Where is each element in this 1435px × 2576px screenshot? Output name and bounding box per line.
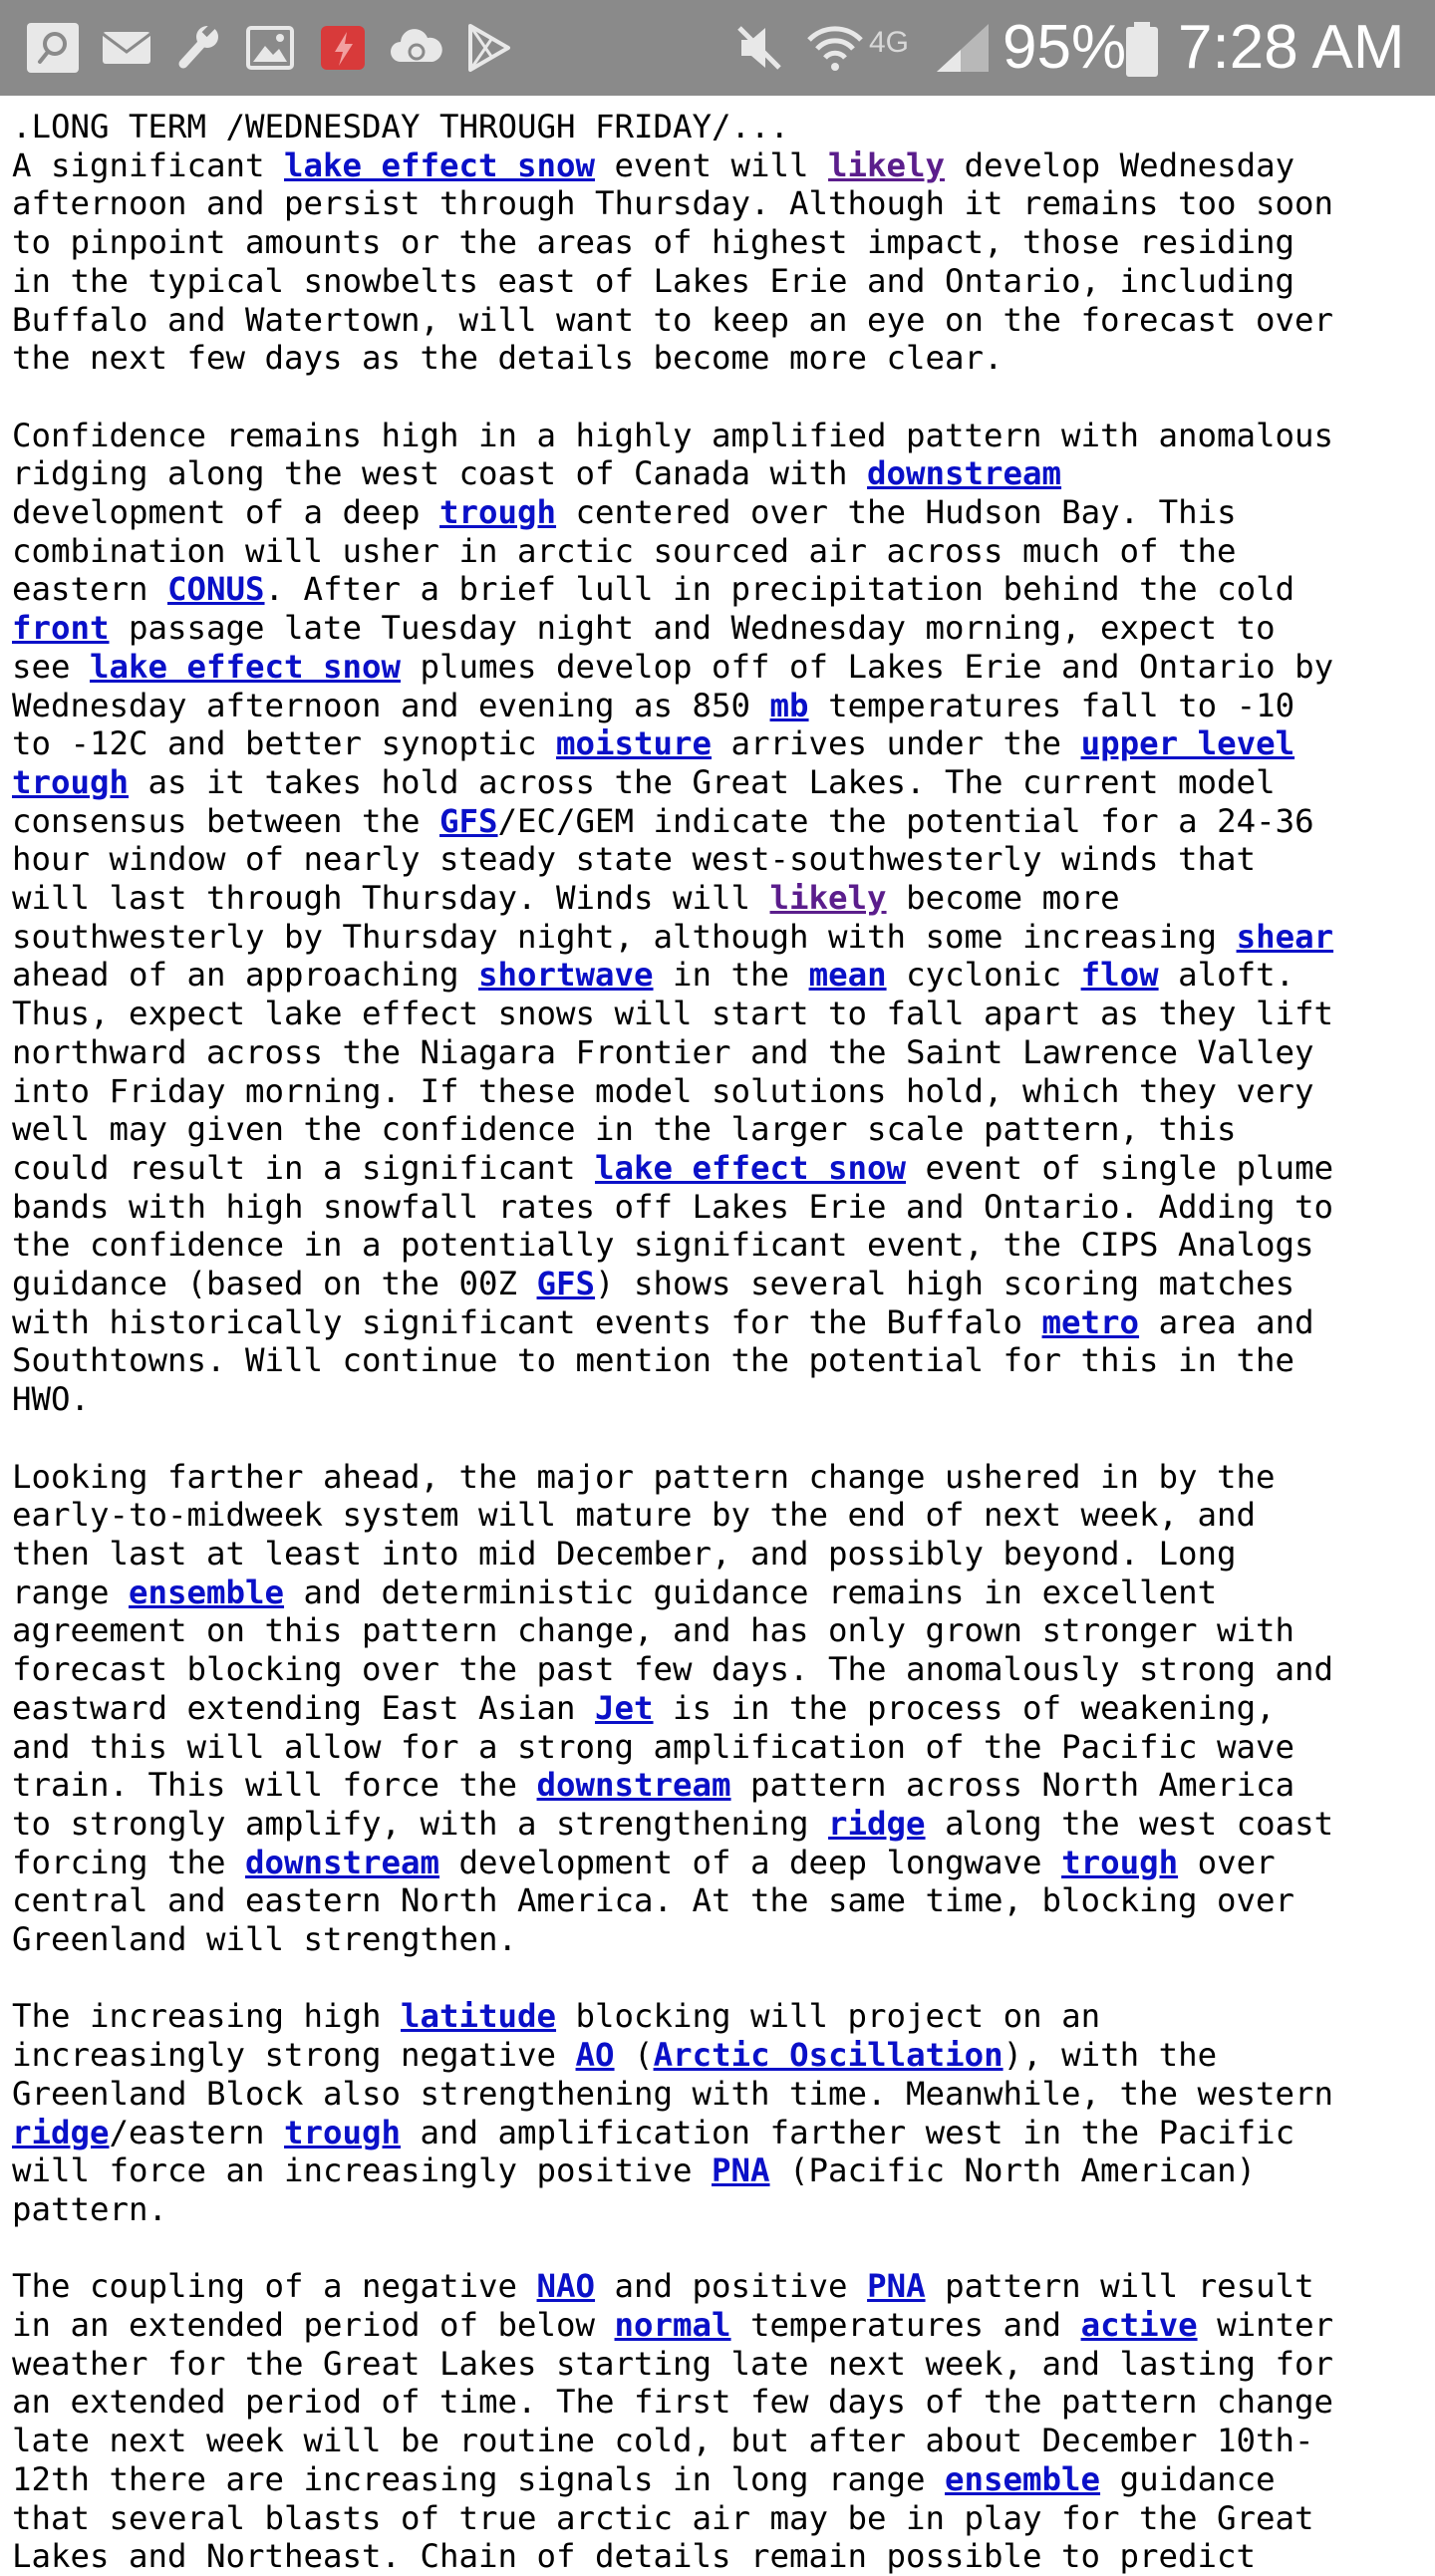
text-line bbox=[12, 840, 1427, 879]
section-heading: .LONG TERM /WEDNESDAY THROUGH FRIDAY/... bbox=[12, 108, 790, 145]
text-line bbox=[12, 532, 1427, 571]
text-span: ahead of an approaching bbox=[12, 956, 479, 995]
text-span: weather for the Great Lakes starting late next week, and lasting for bbox=[12, 2344, 1334, 2383]
text-line bbox=[12, 1920, 1427, 1959]
text-span: southwesterly by Thursday night, although with some increasing bbox=[12, 917, 1237, 956]
text-line bbox=[12, 493, 1427, 532]
battery-icon bbox=[1122, 22, 1162, 74]
glossary-link[interactable]: ridge bbox=[12, 2113, 110, 2151]
text-line bbox=[12, 609, 1427, 648]
text-span: pattern will result bbox=[925, 2267, 1314, 2306]
text-span: (Pacific North American) bbox=[769, 2151, 1257, 2190]
text-line bbox=[12, 1496, 1427, 1535]
text-span: to -12C and better synoptic bbox=[12, 724, 557, 763]
text-line bbox=[12, 262, 1427, 301]
text-span: see bbox=[12, 647, 91, 686]
glossary-link[interactable]: normal bbox=[614, 2306, 731, 2345]
text-span: /EC/GEM indicate the potential for a 24-36 bbox=[497, 801, 1314, 840]
text-span: and deterministic guidance remains in excellent bbox=[284, 1573, 1218, 1611]
glossary-link[interactable]: trough bbox=[284, 2113, 402, 2151]
text-line bbox=[12, 879, 1427, 918]
text-span: ), with the bbox=[1003, 2036, 1218, 2075]
text-span: to strongly amplify, with a strengthening bbox=[12, 1804, 829, 1843]
glossary-link[interactable]: mean bbox=[808, 956, 887, 995]
text-span: will last through Thursday. Winds will bbox=[12, 879, 770, 918]
text-span: forecast blocking over the past few days. The anomalously strong and bbox=[12, 1650, 1334, 1689]
glossary-link[interactable]: CONUS bbox=[167, 570, 265, 609]
text-line bbox=[12, 1574, 1427, 1612]
text-span: cyclonic bbox=[886, 956, 1081, 995]
text-span: range bbox=[12, 1573, 130, 1611]
text-line bbox=[12, 339, 1427, 378]
text-line bbox=[12, 1033, 1427, 1072]
glossary-link[interactable]: downstream bbox=[245, 1843, 440, 1881]
text-span: in the bbox=[653, 956, 809, 995]
text-span: temperatures fall to -10 bbox=[808, 686, 1295, 724]
text-line bbox=[12, 1766, 1427, 1805]
text-line bbox=[12, 223, 1427, 262]
signal-icon bbox=[933, 22, 993, 74]
text-span: then last at least into mid December, and possibly beyond. Long bbox=[12, 1534, 1237, 1573]
text-span: consensus between the bbox=[12, 801, 440, 840]
text-span: ( bbox=[614, 2036, 654, 2075]
glossary-link[interactable]: Jet bbox=[595, 1688, 654, 1727]
text-line bbox=[12, 2267, 1427, 2306]
text-line bbox=[12, 2036, 1427, 2075]
glossary-link[interactable]: trough bbox=[439, 493, 557, 532]
text-span: the next few days as the details become more clear. bbox=[12, 339, 1004, 378]
text-line bbox=[12, 1805, 1427, 1844]
glossary-link[interactable]: active bbox=[1080, 2306, 1198, 2345]
text-span: development of a deep bbox=[12, 493, 440, 532]
text-span: to pinpoint amounts or the areas of highest impact, those residing bbox=[12, 223, 1295, 262]
text-line bbox=[12, 2383, 1427, 2422]
glossary-link[interactable]: mb bbox=[769, 686, 809, 724]
glossary-link[interactable]: PNA bbox=[712, 2151, 770, 2190]
text-span: Greenland will strengthen. bbox=[12, 1920, 518, 1959]
glossary-link[interactable]: ensemble bbox=[945, 2459, 1101, 2498]
text-span: is in the process of weakening, bbox=[653, 1688, 1276, 1727]
text-span: early-to-midweek system will mature by the end of next week, and bbox=[12, 1496, 1257, 1535]
text-span: The increasing high bbox=[12, 1997, 402, 2036]
text-line bbox=[12, 2114, 1427, 2152]
text-span: passage late Tuesday night and Wednesday morning, expect to bbox=[109, 609, 1276, 648]
text-span: combination will usher in arctic sourced air across much of the bbox=[12, 531, 1237, 570]
status-bar bbox=[0, 0, 1435, 96]
text-line bbox=[12, 2151, 1427, 2190]
text-span: event of single plume bbox=[906, 1148, 1334, 1187]
wifi-icon bbox=[805, 22, 865, 74]
text-span: become more bbox=[886, 879, 1120, 918]
text-line bbox=[12, 1265, 1427, 1303]
text-span: centered over the Hudson Bay. This bbox=[556, 493, 1237, 532]
glossary-link[interactable]: likely bbox=[769, 879, 887, 918]
image-icon bbox=[243, 22, 297, 74]
text-line bbox=[12, 2537, 1427, 2576]
text-line bbox=[12, 2499, 1427, 2538]
text-line bbox=[12, 2075, 1427, 2114]
text-span: bands with high snowfall rates off Lakes Erie and Ontario. Adding to bbox=[12, 1187, 1334, 1226]
text-line bbox=[12, 648, 1427, 687]
text-span: develop Wednesday bbox=[945, 145, 1295, 184]
text-line bbox=[12, 1728, 1427, 1767]
text-span: well may given the confidence in the larger scale pattern, this bbox=[12, 1110, 1237, 1149]
mute-icon bbox=[733, 22, 787, 74]
text-span: central and eastern North America. At the same time, blocking over bbox=[12, 1881, 1295, 1920]
glossary-link[interactable]: moisture bbox=[556, 724, 713, 763]
text-line bbox=[12, 724, 1427, 763]
paragraph-gap bbox=[12, 1419, 1427, 1458]
glossary-link[interactable]: metro bbox=[1041, 1302, 1140, 1341]
text-span: development of a deep longwave bbox=[439, 1843, 1062, 1881]
glossary-link[interactable]: GFS bbox=[536, 1265, 596, 1303]
glossary-link[interactable]: GFS bbox=[439, 801, 498, 840]
text-span: /eastern bbox=[109, 2113, 285, 2151]
glossary-link[interactable]: latitude bbox=[401, 1997, 557, 2036]
text-span: that several blasts of true arctic air may be in play for the Great bbox=[12, 2498, 1314, 2537]
text-line bbox=[12, 417, 1427, 455]
text-line bbox=[12, 1611, 1427, 1650]
glossary-link[interactable]: flow bbox=[1080, 956, 1159, 995]
text-span: and positive bbox=[595, 2267, 868, 2306]
wrench-icon bbox=[169, 22, 223, 74]
glossary-link[interactable]: lake effect snow bbox=[284, 145, 596, 184]
text-line bbox=[12, 2306, 1427, 2345]
glossary-link[interactable]: upper level bbox=[1080, 724, 1295, 763]
text-span: guidance bbox=[1100, 2459, 1276, 2498]
glossary-link[interactable]: AO bbox=[575, 2036, 615, 2075]
text-span: an extended period of time. The first few days of the pattern change bbox=[12, 2383, 1334, 2422]
glossary-link[interactable]: trough bbox=[12, 762, 130, 801]
glossary-link[interactable]: downstream bbox=[867, 454, 1062, 493]
text-span: winter bbox=[1197, 2306, 1334, 2345]
text-span: pattern across North America bbox=[730, 1766, 1295, 1805]
text-span: 12th there are increasing signals in long range bbox=[12, 2459, 946, 2498]
text-line bbox=[12, 1303, 1427, 1342]
glossary-link[interactable]: shortwave bbox=[478, 956, 654, 995]
forecast-discussion bbox=[12, 108, 1427, 2576]
text-span: Thus, expect lake effect snows will start to fall apart as they lift bbox=[12, 995, 1334, 1033]
search-icon bbox=[26, 22, 80, 74]
text-span: Lakes and Northeast. Chain of details remain possible to predict bbox=[12, 2537, 1257, 2576]
text-span: Looking farther ahead, the major pattern change ushered in by the bbox=[12, 1457, 1276, 1496]
paragraph-gap bbox=[12, 378, 1427, 417]
app-icon bbox=[317, 22, 371, 74]
text-span: late next week will be routine cold, but after about December 10th- bbox=[12, 2422, 1314, 2460]
text-line bbox=[12, 301, 1427, 340]
text-line bbox=[12, 1458, 1427, 1497]
glossary-link[interactable]: PNA bbox=[867, 2267, 926, 2306]
text-span: blocking will project on an bbox=[556, 1997, 1101, 2036]
text-span: eastward extending East Asian bbox=[12, 1688, 596, 1727]
text-line bbox=[12, 1844, 1427, 1882]
text-span: temperatures and bbox=[730, 2306, 1081, 2345]
text-span: increasingly strong negative bbox=[12, 2036, 576, 2075]
text-line bbox=[12, 1341, 1427, 1380]
mail-icon bbox=[100, 22, 153, 74]
text-span: train. This will force the bbox=[12, 1766, 537, 1805]
text-span: will force an increasingly positive bbox=[12, 2151, 713, 2190]
text-line bbox=[12, 1881, 1427, 1920]
text-span: forcing the bbox=[12, 1843, 246, 1881]
glossary-link[interactable]: lake effect snow bbox=[595, 1148, 907, 1187]
text-span: Southtowns. Will continue to mention the potential for this in the bbox=[12, 1341, 1295, 1380]
text-line bbox=[12, 802, 1427, 841]
text-span: plumes develop off of Lakes Erie and Ontario by bbox=[401, 647, 1334, 686]
text-line bbox=[12, 995, 1427, 1033]
battery-percent: 95% bbox=[1003, 13, 1127, 82]
text-line bbox=[12, 2345, 1427, 2384]
text-span: event will bbox=[595, 145, 829, 184]
text-span: in the typical snowbelts east of Lakes Erie and Ontario, including bbox=[12, 261, 1295, 300]
text-line bbox=[12, 146, 1427, 185]
text-line bbox=[12, 1689, 1427, 1728]
text-line bbox=[12, 2190, 1427, 2229]
text-span: the confidence in a potentially significant event, the CIPS Analogs bbox=[12, 1226, 1314, 1265]
text-line bbox=[12, 1997, 1427, 2036]
text-span: ridging along the west coast of Canada with bbox=[12, 454, 868, 493]
text-span: northward across the Niagara Frontier and the Saint Lawrence Valley bbox=[12, 1032, 1314, 1071]
text-span: and this will allow for a strong amplification of the Pacific wave bbox=[12, 1727, 1295, 1766]
text-line bbox=[12, 1149, 1427, 1188]
text-span: ) shows several high scoring matches bbox=[595, 1265, 1295, 1303]
text-span: A significant bbox=[12, 145, 285, 184]
play-store-icon bbox=[462, 22, 516, 74]
text-span: over bbox=[1178, 1843, 1276, 1881]
glossary-link[interactable]: ridge bbox=[828, 1804, 926, 1843]
text-span: as it takes hold across the Great Lakes. The current model bbox=[129, 762, 1276, 801]
glossary-link[interactable]: NAO bbox=[536, 2267, 596, 2306]
glossary-link[interactable]: trough bbox=[1061, 1843, 1179, 1881]
text-span: agreement on this pattern change, and has only grown stronger with bbox=[12, 1611, 1295, 1650]
glossary-link[interactable]: shear bbox=[1236, 917, 1334, 956]
text-span: could result in a significant bbox=[12, 1148, 596, 1187]
text-span: into Friday morning. If these model solutions hold, which they very bbox=[12, 1071, 1314, 1110]
text-span: in an extended period of below bbox=[12, 2306, 615, 2345]
text-span: The coupling of a negative bbox=[12, 2267, 537, 2306]
text-span: guidance (based on the 00Z bbox=[12, 1265, 537, 1303]
text-line bbox=[12, 570, 1427, 609]
text-line bbox=[12, 1650, 1427, 1689]
text-span: and amplification farther west in the Pacific bbox=[401, 2113, 1295, 2151]
glossary-link[interactable]: lake effect snow bbox=[90, 647, 402, 686]
text-span: with historically significant events for the Buffalo bbox=[12, 1302, 1042, 1341]
text-span: afternoon and persist through Thursday. Although it remains too soon bbox=[12, 184, 1334, 223]
text-line bbox=[12, 1535, 1427, 1574]
text-line bbox=[12, 1072, 1427, 1111]
text-span: hour window of nearly steady state west-southwesterly winds that bbox=[12, 840, 1257, 879]
text-span: arrives under the bbox=[712, 724, 1081, 763]
glossary-link[interactable]: Arctic Oscillation bbox=[653, 2036, 1004, 2075]
clock-time: 7:28 AM bbox=[1178, 13, 1405, 82]
text-span: Greenland Block also strengthening with time. Meanwhile, the western bbox=[12, 2074, 1334, 2113]
glossary-link[interactable]: likely bbox=[828, 145, 946, 184]
glossary-link[interactable]: ensemble bbox=[129, 1573, 285, 1611]
text-span: area and bbox=[1139, 1302, 1314, 1341]
text-span: . After a brief lull in precipitation behind the cold bbox=[264, 570, 1295, 609]
text-span: pattern. bbox=[12, 2189, 168, 2228]
network-type: 4G bbox=[869, 26, 910, 59]
text-line bbox=[12, 454, 1427, 493]
paragraph-gap bbox=[12, 1959, 1427, 1998]
text-line bbox=[12, 956, 1427, 995]
glossary-link[interactable]: downstream bbox=[536, 1766, 731, 1805]
text-span: aloft. bbox=[1158, 956, 1295, 995]
text-span: eastern bbox=[12, 570, 168, 609]
text-span: HWO. bbox=[12, 1380, 91, 1419]
text-span: Wednesday afternoon and evening as 850 bbox=[12, 686, 770, 724]
glossary-link[interactable]: front bbox=[12, 609, 110, 648]
text-line bbox=[12, 1380, 1427, 1419]
cloud-icon bbox=[387, 22, 440, 74]
text-line bbox=[12, 2460, 1427, 2499]
text-line bbox=[12, 184, 1427, 223]
text-line bbox=[12, 763, 1427, 802]
paragraph-gap bbox=[12, 2229, 1427, 2268]
text-line bbox=[12, 687, 1427, 725]
text-span: along the west coast bbox=[925, 1804, 1334, 1843]
text-line bbox=[12, 1188, 1427, 1227]
text-span: Buffalo and Watertown, will want to keep an eye on the forecast over bbox=[12, 300, 1334, 339]
text-line bbox=[12, 2422, 1427, 2460]
text-line bbox=[12, 1110, 1427, 1149]
text-line bbox=[12, 1226, 1427, 1265]
text-line bbox=[12, 918, 1427, 957]
text-span: Confidence remains high in a highly amplified pattern with anomalous bbox=[12, 416, 1334, 454]
